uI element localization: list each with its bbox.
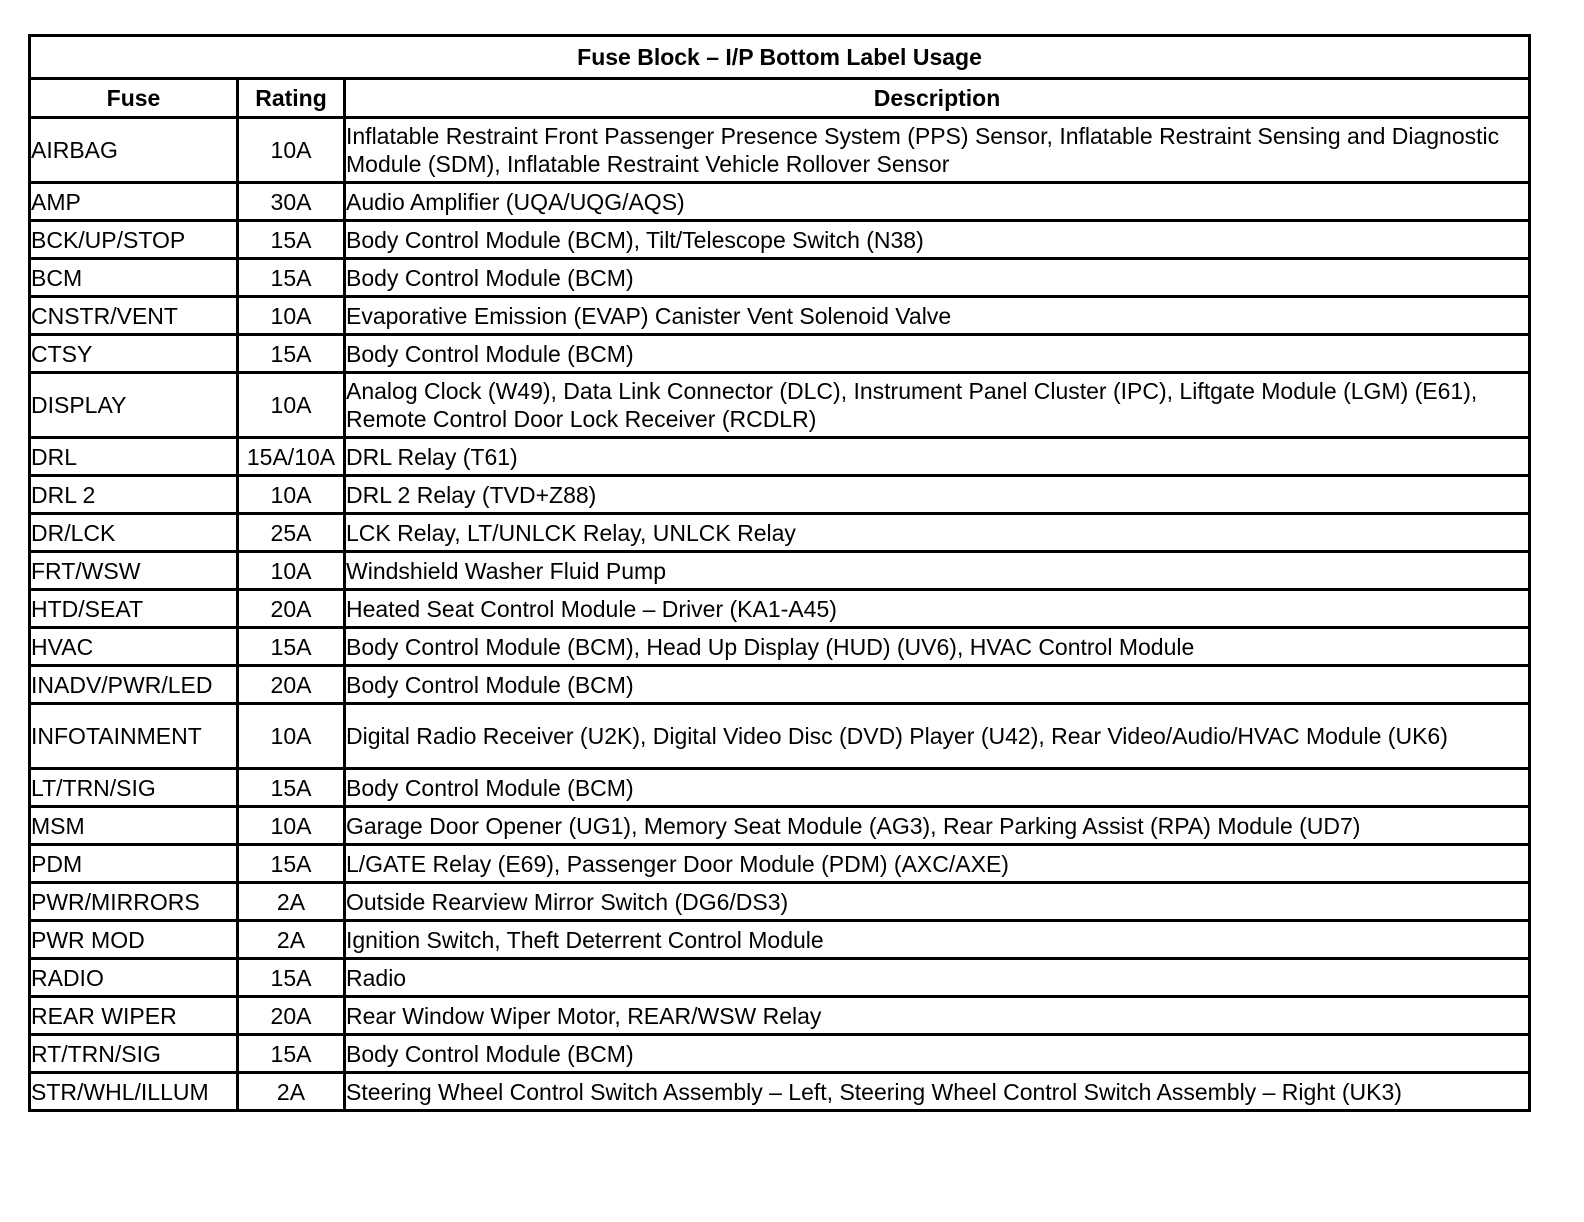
fuse-rating: 15A [238,628,345,666]
fuse-description: Body Control Module (BCM) [345,666,1530,704]
fuse-name: AIRBAG [30,118,238,183]
fuse-description: Garage Door Opener (UG1), Memory Seat Module (AG3), Rear Parking Assist (RPA) Module (UD7) [345,807,1530,845]
fuse-name: REAR WIPER [30,997,238,1035]
fuse-rating: 15A [238,959,345,997]
fuse-description: Body Control Module (BCM), Tilt/Telescope Switch (N38) [345,221,1530,259]
fuse-name: CNSTR/VENT [30,297,238,335]
table-row [30,297,1530,335]
table-row [30,335,1530,373]
table-row [30,1035,1530,1073]
fuse-rating: 20A [238,997,345,1035]
fuse-description: Body Control Module (BCM) [345,1035,1530,1073]
fuse-name: DRL [30,438,238,476]
fuse-rating: 15A [238,335,345,373]
fuse-description: Rear Window Wiper Motor, REAR/WSW Relay [345,997,1530,1035]
fuse-rating: 20A [238,590,345,628]
fuse-name: BCM [30,259,238,297]
table-row [30,997,1530,1035]
fuse-description: LCK Relay, LT/UNLCK Relay, UNLCK Relay [345,514,1530,552]
fuse-description: Body Control Module (BCM), Head Up Display (HUD) (UV6), HVAC Control Module [345,628,1530,666]
fuse-name: INADV/PWR/LED [30,666,238,704]
fuse-description: Analog Clock (W49), Data Link Connector (DLC), Instrument Panel Cluster (IPC), Liftgate Module (LGM) (E61), Remote Control Door Lock Receiver (RCDLR) [345,373,1530,438]
fuse-description: Body Control Module (BCM) [345,769,1530,807]
fuse-description: Body Control Module (BCM) [345,259,1530,297]
table-row [30,221,1530,259]
fuse-rating: 25A [238,514,345,552]
fuse-table [28,34,1531,1112]
table-row [30,807,1530,845]
table-row [30,373,1530,438]
fuse-rating: 15A/10A [238,438,345,476]
description-column-header: Description [345,79,1530,118]
fuse-description: Radio [345,959,1530,997]
table-row [30,183,1530,221]
table-row [30,514,1530,552]
fuse-name: FRT/WSW [30,552,238,590]
fuse-description: Body Control Module (BCM) [345,335,1530,373]
table-row [30,259,1530,297]
table-row [30,590,1530,628]
table-row [30,959,1530,997]
table-row [30,1073,1530,1111]
header-row [30,79,1530,118]
table-row [30,118,1530,183]
fuse-description: DRL Relay (T61) [345,438,1530,476]
fuse-description: Ignition Switch, Theft Deterrent Control Module [345,921,1530,959]
fuse-name: PDM [30,845,238,883]
table-row [30,704,1530,769]
fuse-rating: 15A [238,845,345,883]
fuse-name: PWR MOD [30,921,238,959]
fuse-rating: 15A [238,221,345,259]
fuse-description: L/GATE Relay (E69), Passenger Door Module (PDM) (AXC/AXE) [345,845,1530,883]
fuse-description: Steering Wheel Control Switch Assembly – Left, Steering Wheel Control Switch Assembly – Right (UK3) [345,1073,1530,1111]
fuse-name: HVAC [30,628,238,666]
fuse-rating: 10A [238,118,345,183]
fuse-rating: 10A [238,476,345,514]
fuse-name: MSM [30,807,238,845]
fuse-rating: 15A [238,1035,345,1073]
fuse-rating: 10A [238,552,345,590]
fuse-rating: 10A [238,297,345,335]
fuse-description: Evaporative Emission (EVAP) Canister Vent Solenoid Valve [345,297,1530,335]
fuse-rating: 30A [238,183,345,221]
fuse-name: PWR/MIRRORS [30,883,238,921]
fuse-description: Windshield Washer Fluid Pump [345,552,1530,590]
fuse-name: RADIO [30,959,238,997]
fuse-rating: 2A [238,921,345,959]
fuse-name: HTD/SEAT [30,590,238,628]
fuse-name: DISPLAY [30,373,238,438]
fuse-rating: 10A [238,704,345,769]
fuse-name: RT/TRN/SIG [30,1035,238,1073]
table-row [30,476,1530,514]
fuse-description: Audio Amplifier (UQA/UQG/AQS) [345,183,1530,221]
fuse-block-sheet [28,34,1528,1112]
fuse-name: BCK/UP/STOP [30,221,238,259]
fuse-name: INFOTAINMENT [30,704,238,769]
fuse-column-header: Fuse [30,79,238,118]
fuse-name: LT/TRN/SIG [30,769,238,807]
table-row [30,438,1530,476]
fuse-rating: 15A [238,769,345,807]
fuse-name: CTSY [30,335,238,373]
fuse-rating: 20A [238,666,345,704]
fuse-description: Inflatable Restraint Front Passenger Presence System (PPS) Sensor, Inflatable Restraint Sensing and Diagnostic Module (SDM), Inflatable Restraint Vehicle Rollover Sensor [345,118,1530,183]
rating-column-header: Rating [238,79,345,118]
fuse-rating: 2A [238,1073,345,1111]
table-row [30,552,1530,590]
title-row [30,36,1530,79]
table-row [30,628,1530,666]
fuse-name: DRL 2 [30,476,238,514]
table-row [30,921,1530,959]
fuse-description: DRL 2 Relay (TVD+Z88) [345,476,1530,514]
fuse-rating: 2A [238,883,345,921]
fuse-rating: 10A [238,807,345,845]
fuse-description: Outside Rearview Mirror Switch (DG6/DS3) [345,883,1530,921]
table-title: Fuse Block – I/P Bottom Label Usage [30,36,1530,79]
fuse-name: STR/WHL/ILLUM [30,1073,238,1111]
fuse-rating: 10A [238,373,345,438]
table-row [30,769,1530,807]
fuse-rating: 15A [238,259,345,297]
table-row [30,883,1530,921]
table-row [30,666,1530,704]
fuse-name: DR/LCK [30,514,238,552]
fuse-description: Digital Radio Receiver (U2K), Digital Video Disc (DVD) Player (U42), Rear Video/Audio/HVAC Module (UK6) [345,704,1530,769]
fuse-description: Heated Seat Control Module – Driver (KA1-A45) [345,590,1530,628]
table-row [30,845,1530,883]
fuse-name: AMP [30,183,238,221]
